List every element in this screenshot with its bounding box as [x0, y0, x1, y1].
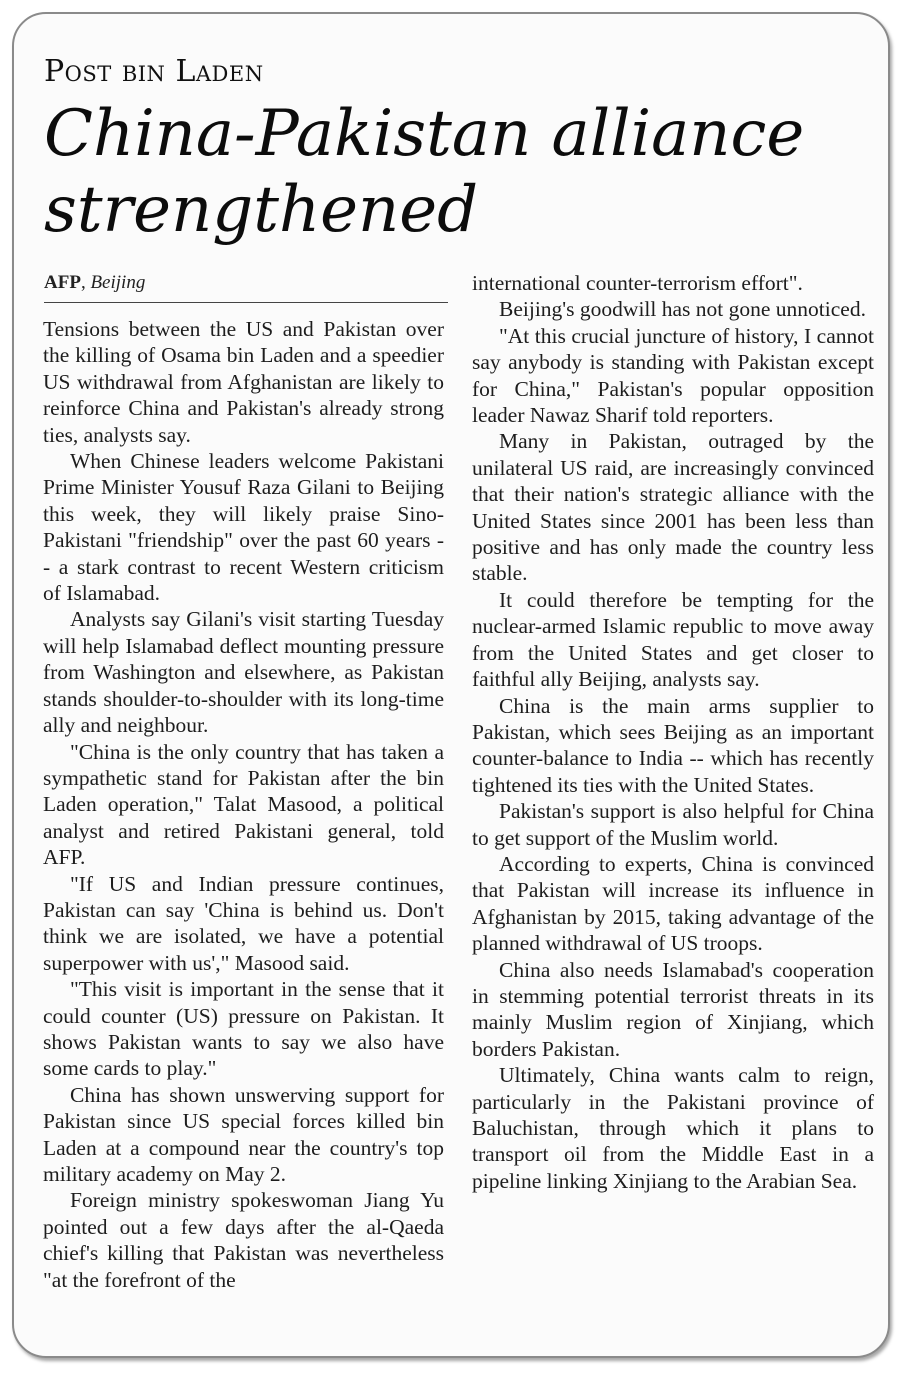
byline-separator: , [80, 272, 91, 293]
byline-agency: AFP [44, 272, 81, 293]
paragraph: Ultimately, China wants calm to reign, particularly in the Pakistani province of Baluchistan, through which it plans to transport oil from the Middle East in a pipeline linking Xinjiang to the Arabian Sea. [472, 1063, 874, 1193]
paragraph: When Chinese leaders welcome Pakistani Prime Minister Yousuf Raza Gilani to Beijing this week, they will likely praise Sino-Pakistani "friendship" over the past 60 years -- a stark contrast to recent Western criticism of Islamabad. [43, 449, 444, 606]
paragraph: China also needs Islamabad's cooperation in stemming potential terrorist threats in its mainly Muslim region of Xinjiang, which borders Pakistan. [472, 957, 874, 1061]
paragraph: Foreign ministry spokeswoman Jiang Yu pointed out a few days after the al-Qaeda chief's killing that Pakistan was nevertheless "at the forefront of the [43, 1188, 444, 1292]
paragraph-continued: international counter-terrorism effort". [472, 271, 803, 295]
article-kicker: Post bin Laden [44, 54, 264, 89]
paragraph: "If US and Indian pressure continues, Pakistan can say 'China is behind us. Don't think we are isolated, we have a potential superpower with us'," Masood said. [43, 871, 444, 975]
right-column [472, 270, 874, 1194]
article-headline: China-Pakistan alliance strengthened [44, 97, 805, 247]
byline-place: Beijing [90, 272, 146, 293]
paragraph: It could therefore be tempting for the nuclear-armed Islamic republic to move away from the United States and get closer to faithful ally Beijing, analysts say. [472, 587, 874, 692]
left-column [43, 316, 444, 1293]
paragraph: Analysts say Gilani's visit starting Tuesday will help Islamabad deflect mounting pressure from Washington and elsewhere, as Pakistan stands shoulder-to-shoulder with its long-time ally and neighbour. [43, 607, 444, 738]
paragraph: "China is the only country that has taken a sympathetic stand for Pakistan after the bin Laden operation," Talat Masood, a political analyst and retired Pakistani general, told AFP. [43, 739, 444, 870]
paragraph: Many in Pakistan, outraged by the unilateral US raid, are increasingly convinced that their nation's strategic alliance with the United States since 2001 has been less than positive and has only made the country less stable. [472, 429, 874, 586]
paragraph: "This visit is important in the sense that it could counter (US) pressure on Pakistan. It shows Pakistan wants to say we also have some cards to play." [43, 977, 444, 1081]
paragraph: "At this crucial juncture of history, I cannot say anybody is standing with Pakistan except for China," Pakistan's popular opposition leader Nawaz Sharif told reporters. [472, 323, 874, 428]
paragraph: Tensions between the US and Pakistan over the killing of Osama bin Laden and a speedier US withdrawal from Afghanistan are likely to reinforce China and Pakistan's already strong ties, analysts say. [43, 317, 444, 447]
paragraph: According to experts, China is convinced that Pakistan will increase its influence in Afghanistan by 2015, taking advantage of the planned withdrawal of US troops. [472, 851, 874, 956]
paragraph: China is the main arms supplier to Pakistan, which sees Beijing as an important counter-balance to India -- which has recently tightened its ties with the United States. [472, 693, 874, 797]
paragraph: Pakistan's support is also helpful for China to get support of the Muslim world. [472, 799, 874, 850]
paragraph: China has shown unswerving support for Pakistan since US special forces killed bin Laden at a compound near the country's top military academy on May 2. [43, 1082, 444, 1186]
paragraph: Beijing's goodwill has not gone unnoticed. [499, 297, 866, 322]
byline [44, 272, 448, 303]
